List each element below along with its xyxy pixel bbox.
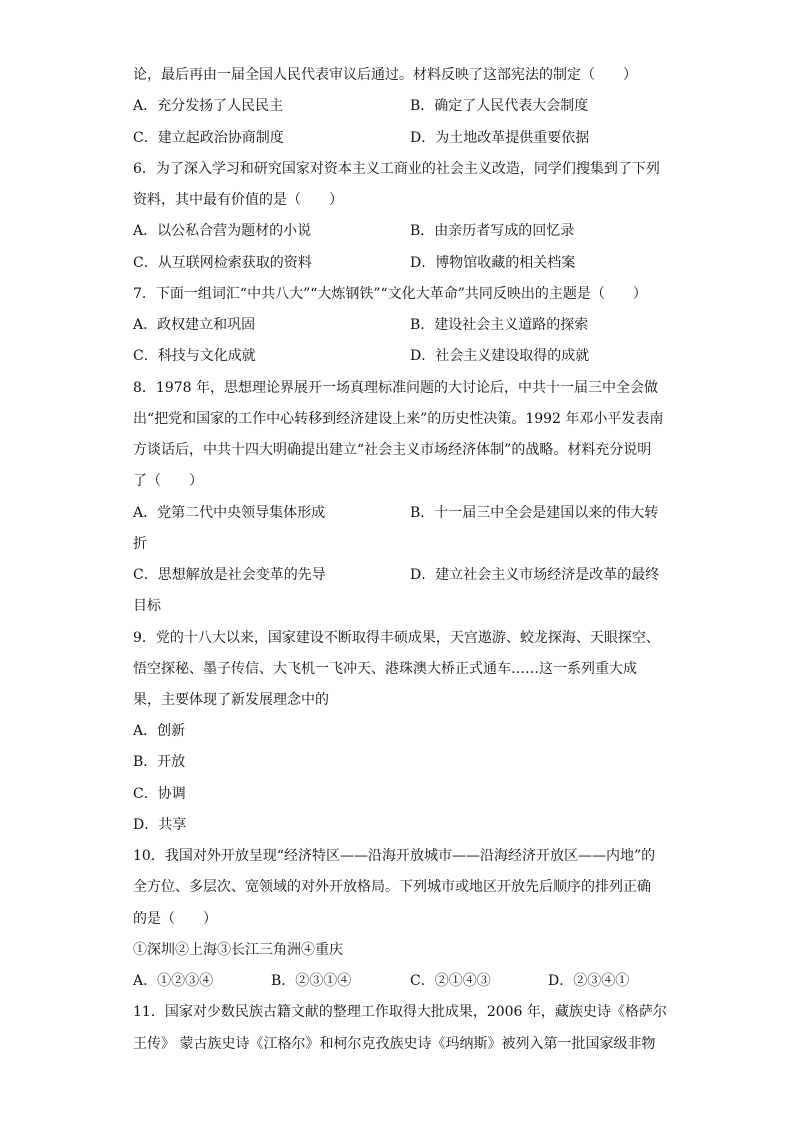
q9-stem-line-3: 果，主要体现了新发展理念中的 bbox=[133, 692, 329, 708]
q5-stem-continuation: 论，最后再由一届全国人民代表审议后通过。材料反映了这部宪法的制定（ ） bbox=[133, 67, 637, 83]
q5-option-c[interactable]: C．建立起政治协商制度 bbox=[133, 130, 284, 146]
q5-option-b[interactable]: B．确定了人民代表大会制度 bbox=[410, 98, 589, 114]
q10-option-b[interactable]: B．②③①④ bbox=[271, 973, 352, 989]
q8-stem-line-1: 8．1978 年，思想理论界展开一场真理标准问题的大讨论后，中共十一届三中全会做 bbox=[133, 380, 658, 396]
q9-option-d[interactable]: D．共享 bbox=[133, 817, 187, 833]
q7-option-d[interactable]: D．社会主义建设取得的成就 bbox=[410, 348, 590, 364]
q8-stem-line-2: 出“把党和国家的工作中心转移到经济建设上来”的历史性决策。1992 年邓小平发表南 bbox=[133, 411, 664, 427]
q8-option-b-wrap: 折 bbox=[133, 536, 147, 552]
q8-stem-line-4: 了（ ） bbox=[133, 473, 203, 489]
q6-option-d[interactable]: D．博物馆收藏的相关档案 bbox=[410, 255, 576, 271]
q9-stem-line-1: 9．党的十八大以来，国家建设不断取得丰硕成果，天宫遨游、蛟龙探海、天眼探空、 bbox=[133, 630, 660, 646]
q6-stem-line-1: 6．为了深入学习和研究国家对资本主义工商业的社会主义改造，同学们搜集到了下列 bbox=[133, 161, 660, 177]
q9-stem-line-2: 悟空探秘、墨子传信、大飞机一飞冲天、港珠澳大桥正式通车……这一系列重大成 bbox=[133, 661, 637, 677]
q7-option-c[interactable]: C．科技与文化成就 bbox=[133, 348, 256, 364]
q9-option-b[interactable]: B．开放 bbox=[133, 754, 186, 770]
q8-stem-line-3: 方谈话后，中共十四大明确提出建立“社会主义市场经济体制”的战略。材料充分说明 bbox=[133, 442, 652, 458]
q11-stem-line-1: 11．国家对少数民族古籍文献的整理工作取得大批成果，2006 年，藏族史诗《格萨尔 bbox=[133, 1004, 667, 1020]
q6-option-c[interactable]: C．从互联网检索获取的资料 bbox=[133, 255, 312, 271]
q7-option-b[interactable]: B．建设社会主义道路的探索 bbox=[410, 317, 589, 333]
q7-stem: 7．下面一组词汇“中共八大”“大炼钢铁”“文化大革命”共同反映出的主题是（ ） bbox=[133, 286, 647, 302]
q9-option-a[interactable]: A．创新 bbox=[133, 723, 186, 739]
q7-option-a[interactable]: A．政权建立和巩固 bbox=[133, 317, 256, 333]
q10-option-a[interactable]: A．①②③④ bbox=[133, 973, 214, 989]
q9-option-c[interactable]: C．协调 bbox=[133, 786, 186, 802]
q10-option-d[interactable]: D．②③④① bbox=[548, 973, 630, 989]
q6-option-a[interactable]: A．以公私合营为题材的小说 bbox=[133, 223, 312, 239]
q10-option-c[interactable]: C．②①④③ bbox=[410, 973, 491, 989]
q8-option-d[interactable]: D．建立社会主义市场经济是改革的最终 bbox=[410, 567, 660, 583]
q8-option-a[interactable]: A．党第二代中央领导集体形成 bbox=[133, 505, 326, 521]
q11-stem-line-2: 王传》 蒙古族史诗《江格尔》和柯尔克孜族史诗《玛纳斯》被列入第一批国家级非物 bbox=[133, 1036, 656, 1052]
q10-stem-line-2: 全方位、多层次、宽领域的对外开放格局。下列城市或地区开放先后顺序的排列正确 bbox=[133, 879, 651, 895]
q10-stem-line-3: 的是（ ） bbox=[133, 911, 217, 927]
q6-stem-line-2: 资料，其中最有价值的是（ ） bbox=[133, 192, 343, 208]
q8-option-b[interactable]: B．十一届三中全会是建国以来的伟大转 bbox=[410, 505, 659, 521]
q6-option-b[interactable]: B．由亲历者写成的回忆录 bbox=[410, 223, 575, 239]
q8-option-d-wrap: 目标 bbox=[133, 598, 161, 614]
q8-option-c[interactable]: C．思想解放是社会变革的先导 bbox=[133, 567, 326, 583]
q5-option-d[interactable]: D．为土地改革提供重要依据 bbox=[410, 130, 590, 146]
q10-items: ①深圳②上海③长江三角洲④重庆 bbox=[133, 942, 343, 958]
q5-option-a[interactable]: A．充分发扬了人民民主 bbox=[133, 98, 284, 114]
q10-stem-line-1: 10．我国对外开放呈现“经济特区——沿海开放城市——沿海经济开放区——内地”的 bbox=[133, 848, 656, 864]
